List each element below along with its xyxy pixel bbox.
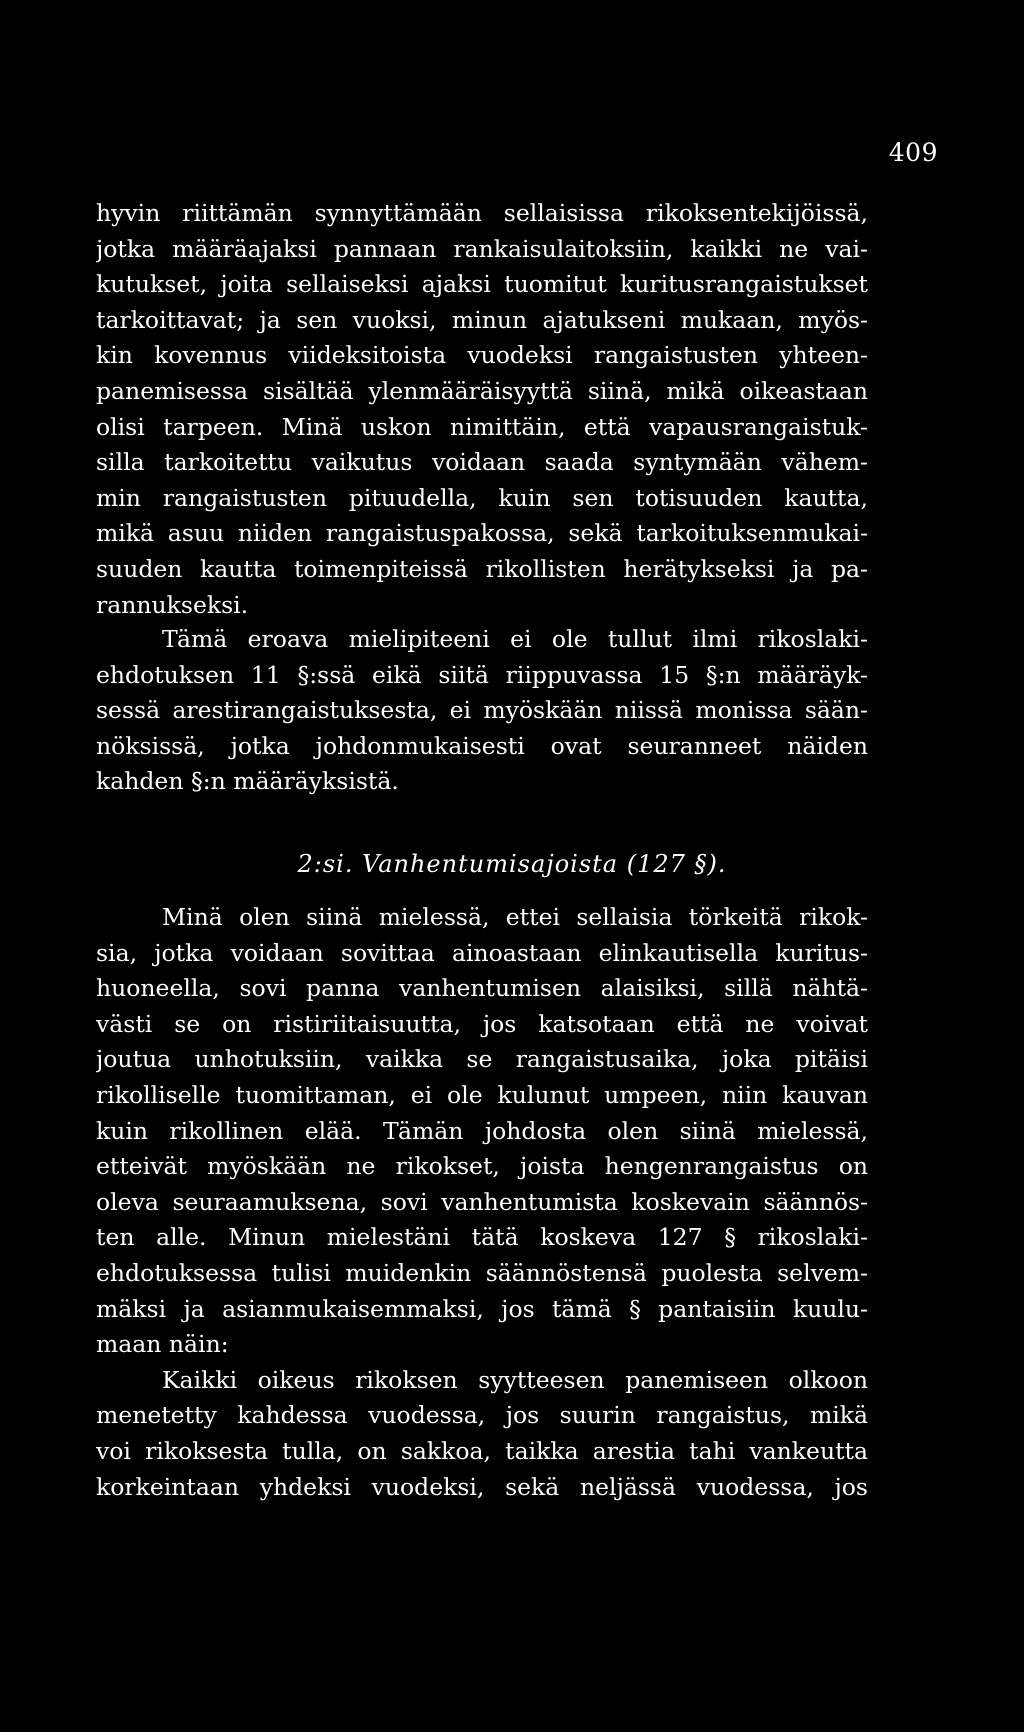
text-line: panemisessa sisältää ylenmääräisyyttä siinä, mikä oikeastaan (96, 376, 868, 405)
text-line: korkeintaan yhdeksi vuodeksi, sekä neljässä vuodessa, jos (96, 1472, 868, 1501)
text-line: ehdotuksessa tulisi muidenkin säännöstensä puolesta selvem- (96, 1258, 868, 1287)
text-line: ehdotuksen 11 §:ssä eikä siitä riippuvassa 15 §:n määräyk- (96, 660, 868, 689)
text-line: menetetty kahdessa vuodessa, jos suurin rangaistus, mikä (96, 1401, 868, 1430)
text-line: kin kovennus viideksitoista vuodeksi rangaistusten yhteen- (96, 341, 868, 370)
text-line: huoneella, sovi panna vanhentumisen alaisiksi, sillä nähtä- (96, 974, 868, 1003)
text-line: Tämä eroava mielipiteeni ei ole tullut ilmi rikoslaki- (162, 625, 868, 653)
text-line: etteivät myöskään ne rikokset, joista hengenrangaistus on (96, 1152, 868, 1181)
paragraph-2 (96, 622, 868, 800)
text-line: sia, jotka voidaan sovittaa ainoastaan elinkautisella kuritus- (96, 938, 868, 967)
text-line: rannukseksi. (96, 590, 249, 619)
text-line: min rangaistusten pituudella, kuin sen totisuuden kautta, (96, 483, 868, 512)
text-line: joutua unhotuksiin, vaikka se rangaistusaika, joka pitäisi (96, 1045, 868, 1074)
text-line: Kaikki oikeus rikoksen syytteesen panemiseen olkoon (162, 1365, 868, 1394)
text-line: tarkoittavat; ja sen vuoksi, minun ajatukseni mukaan, myös- (96, 305, 868, 334)
paragraph-1 (96, 196, 868, 623)
text-line: maan näin: (96, 1330, 229, 1359)
text-line: jotka määräajaksi pannaan rankaisulaitoksiin, kaikki ne vai- (96, 234, 868, 263)
text-line: suuden kautta toimenpiteissä rikollisten herätykseksi ja pa- (96, 554, 868, 583)
text-line: hyvin riittämän synnyttämään sellaisissa rikoksentekijöissä, (96, 199, 868, 227)
text-line: voi rikoksesta tulla, on sakkoa, taikka arestia tahi vankeutta (96, 1436, 868, 1465)
text-line: olisi tarpeen. Minä uskon nimittäin, että vapausrangaistuk- (96, 412, 868, 441)
text-line: kutukset, joita sellaiseksi ajaksi tuomitut kuritusrangaistukset (96, 270, 868, 299)
text-line: mikä asuu niiden rangaistuspakossa, sekä tarkoituksenmukai- (96, 519, 868, 548)
text-line: rikolliselle tuomittaman, ei ole kulunut umpeen, niin kauvan (96, 1080, 868, 1109)
text-line: västi se on ristiriitaisuutta, jos katsotaan että ne voivat (96, 1009, 868, 1038)
text-line: oleva seuraamuksena, sovi vanhentumista koskevain säännös- (96, 1187, 868, 1216)
text-line: nöksissä, jotka johdonmukaisesti ovat seuranneet näiden (96, 731, 868, 760)
text-line: ten alle. Minun mielestäni tätä koskeva 127 § rikoslaki- (96, 1223, 868, 1252)
page-number: 409 (888, 138, 938, 167)
paragraph-3 (96, 900, 868, 1505)
text-line: silla tarkoitettu vaikutus voidaan saada syntymään vähem- (96, 448, 868, 477)
text-line: Minä olen siinä mielessä, ettei sellaisia törkeitä rikok- (162, 903, 868, 931)
section-heading: 2:si. Vanhentumisajoista (127 §). (297, 850, 727, 878)
text-line: kahden §:n määräyksistä. (96, 767, 399, 796)
text-line: mäksi ja asianmukaisemmaksi, jos tämä § pantaisiin kuulu- (96, 1294, 868, 1323)
text-line: sessä arestirangaistuksesta, ei myöskään niissä monissa sään- (96, 696, 868, 725)
text-line: kuin rikollinen elää. Tämän johdosta olen siinä mielessä, (96, 1116, 868, 1145)
